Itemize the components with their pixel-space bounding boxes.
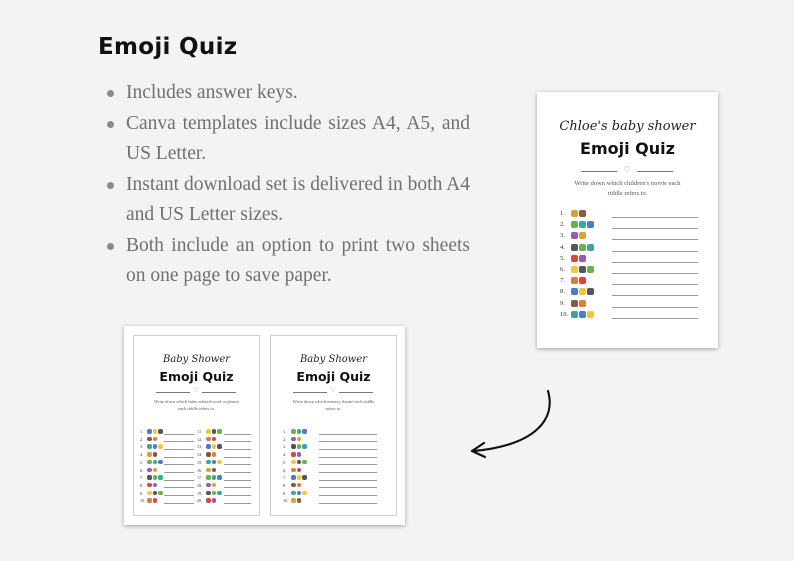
answer-line — [612, 307, 698, 308]
single-sheet-preview — [537, 92, 718, 348]
emoji-clue-icon — [291, 452, 301, 457]
emoji-clue-icon — [147, 452, 157, 457]
emoji-clue-icon — [571, 288, 594, 295]
sheet-subtitle: Chloe's baby shower — [559, 119, 696, 134]
answer-line — [164, 464, 194, 465]
question-number: 13. — [197, 444, 203, 450]
answer-line — [164, 487, 194, 488]
emoji-clue-icon — [206, 475, 222, 480]
question-number: 3. — [560, 232, 565, 240]
answer-line — [612, 228, 698, 229]
question-number: 1. — [283, 429, 287, 434]
question-row — [140, 498, 196, 506]
answer-line — [224, 457, 251, 458]
question-number: 20. — [197, 498, 203, 504]
page-heading: Emoji Quiz — [98, 34, 238, 60]
answer-line — [319, 495, 377, 496]
question-row — [560, 266, 700, 274]
answer-line — [164, 441, 194, 442]
sheet-instructions: Write down which children's movie each riddle refers to. — [574, 180, 681, 197]
divider-left — [581, 171, 617, 172]
emoji-clue-icon — [206, 444, 222, 449]
question-row — [560, 288, 700, 296]
question-number: 8. — [283, 482, 287, 488]
answer-line — [319, 480, 377, 481]
sheet-subtitle: Baby Shower — [162, 354, 231, 365]
question-row — [560, 311, 700, 319]
emoji-clue-icon — [291, 468, 301, 473]
emoji-clue-icon — [206, 429, 222, 434]
question-number: 7. — [283, 475, 287, 481]
emoji-clue-icon — [147, 437, 157, 442]
question-row — [560, 244, 700, 252]
emoji-clue-icon — [571, 300, 586, 307]
answer-line — [319, 503, 377, 504]
answer-line — [224, 487, 251, 488]
emoji-clue-icon — [571, 311, 594, 318]
answer-line — [612, 251, 698, 252]
emoji-clue-icon — [147, 444, 163, 449]
question-number: 18. — [197, 482, 203, 488]
answer-line — [164, 434, 194, 435]
heart-icon: ♡ — [330, 387, 336, 394]
emoji-clue-icon — [291, 429, 307, 434]
question-number: 11. — [197, 429, 203, 434]
question-number: 10. — [560, 310, 569, 318]
emoji-clue-icon — [571, 255, 586, 262]
question-number: 12. — [197, 436, 203, 442]
answer-line — [224, 441, 251, 442]
question-number: 3. — [283, 444, 287, 450]
question-number: 3. — [140, 444, 144, 450]
answer-line — [224, 464, 251, 465]
emoji-clue-icon — [147, 498, 157, 503]
divider-right — [637, 171, 673, 172]
question-number: 8. — [140, 482, 144, 488]
emoji-clue-icon — [291, 483, 301, 488]
answer-line — [164, 457, 194, 458]
sheet-title: Emoji Quiz — [580, 139, 675, 158]
question-number: 6. — [283, 467, 287, 473]
question-number: 6. — [560, 266, 565, 273]
emoji-clue-icon — [291, 444, 307, 449]
left-sheet — [133, 335, 260, 516]
emoji-clue-icon — [571, 210, 586, 217]
answer-line — [612, 273, 698, 274]
answer-line — [319, 472, 377, 473]
question-number: 1. — [560, 210, 565, 217]
feature-item: Canva templates include sizes A4, A5, and US Letter. — [104, 109, 470, 170]
answer-line — [612, 318, 698, 319]
emoji-clue-icon — [571, 221, 594, 228]
sheet-subtitle: Baby Shower — [299, 354, 368, 365]
answer-line — [612, 295, 698, 296]
emoji-clue-icon — [206, 491, 222, 496]
answer-line — [224, 480, 251, 481]
emoji-clue-icon — [147, 483, 157, 488]
question-number: 7. — [140, 475, 144, 481]
question-row — [560, 300, 700, 308]
question-number: 9. — [140, 490, 144, 496]
question-number: 9. — [560, 299, 565, 307]
question-number: 1. — [140, 429, 144, 434]
feature-item: Instant download set is delivered in both A4 and US Letter sizes. — [104, 170, 470, 231]
question-number: 6. — [140, 467, 144, 473]
curved-arrow-icon — [460, 385, 560, 465]
answer-line — [319, 441, 377, 442]
emoji-clue-icon — [147, 468, 157, 473]
question-row — [560, 277, 700, 285]
answer-line — [319, 434, 377, 435]
right-sheet — [270, 335, 397, 516]
answer-line — [164, 472, 194, 473]
emoji-clue-icon — [147, 491, 163, 496]
question-row — [283, 498, 387, 506]
question-number: 14. — [197, 452, 203, 458]
question-number: 4. — [560, 243, 565, 251]
question-number: 19. — [197, 490, 203, 496]
sheet-title: Emoji Quiz — [159, 369, 234, 384]
answer-line — [164, 495, 194, 496]
feature-item: Includes answer keys. — [104, 78, 470, 109]
emoji-clue-icon — [206, 460, 222, 465]
emoji-clue-icon — [206, 452, 216, 457]
emoji-clue-icon — [571, 266, 594, 273]
feature-list — [104, 78, 470, 292]
divider-right — [202, 392, 236, 393]
question-number: 2. — [560, 221, 565, 229]
emoji-clue-icon — [571, 244, 594, 251]
answer-line — [224, 495, 251, 496]
question-number: 7. — [560, 277, 565, 285]
question-number: 5. — [140, 459, 144, 465]
question-number: 4. — [283, 452, 287, 458]
question-number: 4. — [140, 452, 144, 458]
answer-line — [164, 449, 194, 450]
divider-left — [156, 392, 190, 393]
answer-line — [224, 472, 251, 473]
question-number: 16. — [197, 467, 203, 473]
question-row — [197, 498, 255, 506]
question-number: 15. — [197, 459, 203, 465]
emoji-clue-icon — [291, 491, 307, 496]
divider-left — [293, 392, 327, 393]
question-number: 10. — [140, 498, 146, 504]
answer-line — [224, 503, 251, 504]
emoji-clue-icon — [291, 498, 301, 503]
emoji-clue-icon — [206, 437, 216, 442]
question-number: 8. — [560, 288, 565, 296]
question-number: 9. — [283, 490, 287, 496]
question-row — [560, 255, 700, 263]
answer-line — [319, 487, 377, 488]
answer-line — [612, 217, 698, 218]
emoji-clue-icon — [571, 232, 586, 239]
sheet-instructions: Write down which baby-related word or phrase each riddle refers to. — [153, 399, 240, 411]
answer-line — [612, 262, 698, 263]
answer-line — [612, 284, 698, 285]
answer-line — [224, 449, 251, 450]
answer-line — [319, 464, 377, 465]
emoji-clue-icon — [147, 475, 163, 480]
emoji-clue-icon — [291, 475, 307, 480]
emoji-clue-icon — [206, 498, 216, 503]
question-number: 5. — [283, 459, 287, 465]
question-number: 5. — [560, 254, 565, 262]
emoji-clue-icon — [291, 437, 301, 442]
emoji-clue-icon — [291, 460, 307, 465]
divider-right — [339, 392, 373, 393]
answer-line — [164, 503, 194, 504]
emoji-clue-icon — [206, 483, 216, 488]
feature-item: Both include an option to print two sheets on one page to save paper. — [104, 231, 470, 292]
heart-icon: ♡ — [193, 387, 199, 394]
question-number: 17. — [197, 475, 203, 481]
question-row — [560, 221, 700, 229]
answer-line — [164, 480, 194, 481]
sheet-title: Emoji Quiz — [296, 369, 371, 384]
answer-line — [319, 449, 377, 450]
heart-icon: ♡ — [623, 165, 631, 174]
two-sheet-preview — [124, 326, 405, 525]
sheet-instructions: Write down which nursery rhyme each riddle refers to. — [292, 399, 375, 411]
emoji-clue-icon — [147, 429, 163, 434]
question-number: 10. — [283, 498, 289, 504]
question-number: 2. — [140, 436, 144, 442]
emoji-clue-icon — [206, 468, 216, 473]
question-row — [560, 232, 700, 240]
emoji-clue-icon — [147, 460, 163, 465]
question-number: 2. — [283, 436, 287, 442]
answer-line — [224, 434, 251, 435]
emoji-clue-icon — [571, 277, 586, 284]
answer-line — [319, 457, 377, 458]
question-row — [560, 210, 700, 218]
answer-line — [612, 239, 698, 240]
